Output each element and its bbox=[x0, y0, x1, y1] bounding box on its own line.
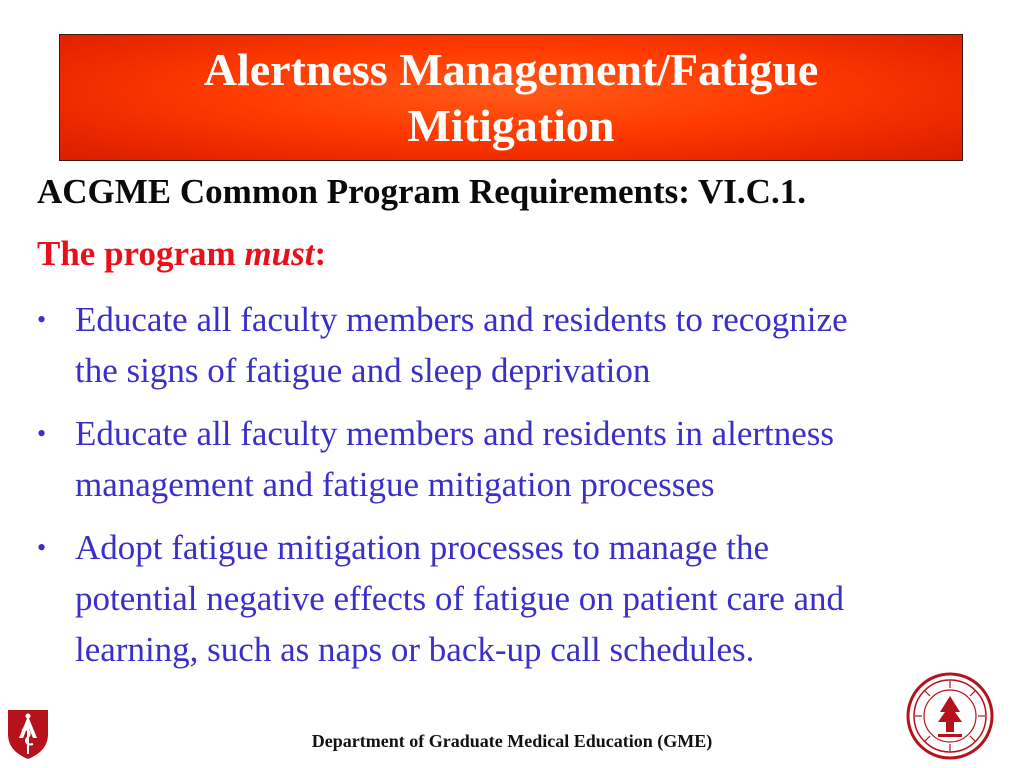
requirements-heading: ACGME Common Program Requirements: VI.C.1. bbox=[37, 172, 806, 211]
bullet-item-3 bbox=[37, 522, 1022, 675]
bullet-line: management and fatigue mitigation processes bbox=[75, 465, 715, 504]
bullet-line: learning, such as naps or back-up call schedules. bbox=[75, 630, 755, 669]
lead-emphasis: must bbox=[244, 234, 315, 273]
bullet-line: potential negative effects of fatigue on patient care and bbox=[75, 579, 845, 618]
lead-sentence bbox=[37, 234, 326, 274]
bullet-item-1 bbox=[37, 294, 1022, 396]
bullet-marker: • bbox=[37, 305, 47, 334]
footer-department: Department of Graduate Medical Education (GME) bbox=[311, 731, 713, 751]
bullet-list bbox=[37, 294, 1022, 687]
bullet-line: Adopt fatigue mitigation processes to manage the bbox=[75, 528, 769, 567]
lead-suffix: : bbox=[314, 234, 327, 273]
title-line-2: Mitigation bbox=[407, 99, 615, 151]
bullet-marker: • bbox=[37, 533, 47, 562]
bullet-line: Educate all faculty members and residents to recognize bbox=[75, 300, 848, 339]
bullet-line: Educate all faculty members and residents in alertness bbox=[75, 414, 835, 453]
lead-prefix: The program bbox=[37, 234, 245, 273]
bullet-line: the signs of fatigue and sleep deprivation bbox=[75, 351, 651, 390]
bullet-marker: • bbox=[37, 419, 47, 448]
bullet-item-2 bbox=[37, 408, 1022, 510]
title-banner bbox=[59, 34, 963, 161]
title-line-1: Alertness Management/Fatigue bbox=[203, 43, 819, 95]
